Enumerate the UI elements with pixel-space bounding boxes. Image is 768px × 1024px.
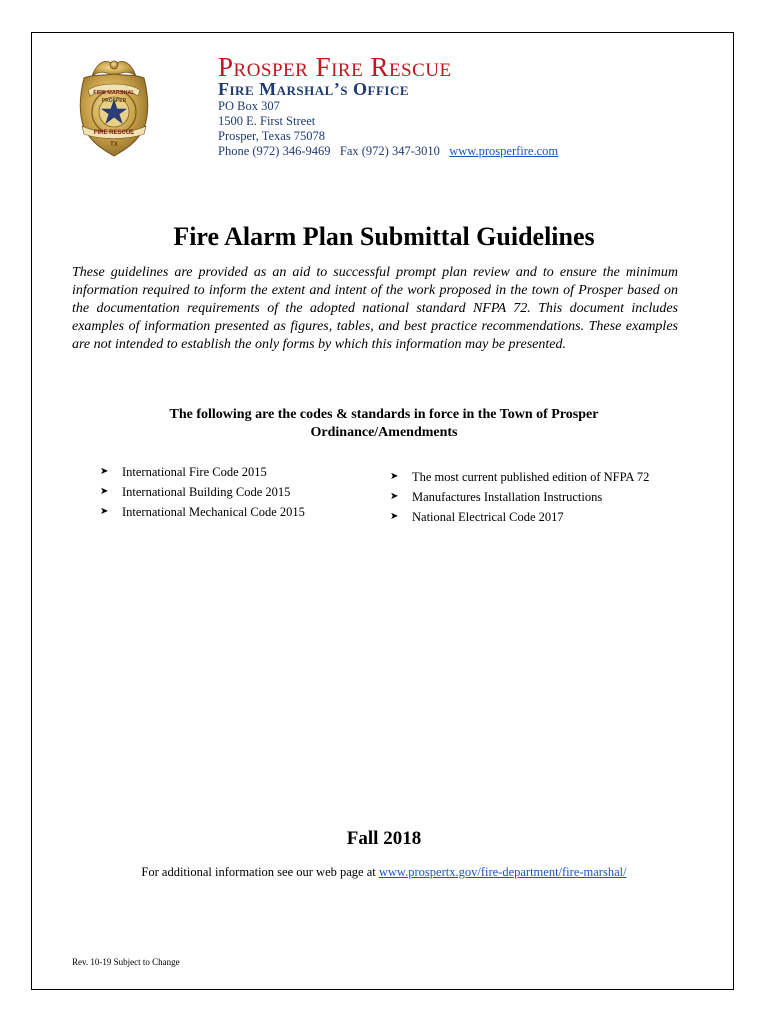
codes-heading [0, 406, 768, 442]
list-item [390, 487, 649, 507]
fax-number: Fax (972) 347-3010 [339, 144, 440, 158]
badge-city-text: PROSPER [101, 98, 127, 104]
arrow-bullet-icon: ➤ [390, 511, 399, 522]
codes-list-left [100, 462, 305, 522]
codes-list-right [390, 467, 649, 527]
fire-marshal-badge-icon [74, 54, 154, 158]
address-line-city: Prosper, Texas 75078 [218, 129, 326, 143]
code-label: National Electrical Code 2017 [412, 510, 564, 524]
arrow-bullet-icon: ➤ [100, 486, 109, 497]
address-line-street: 1500 E. First Street [218, 114, 316, 128]
phone-number: Phone (972) 346-9469 [218, 144, 331, 158]
footer-text: For additional information see our web page at [141, 865, 376, 879]
contact-line [218, 144, 558, 159]
code-label: The most current published edition of NFPA 72 [412, 470, 650, 484]
code-label: International Building Code 2015 [122, 485, 291, 499]
website-link[interactable]: www.prosperfire.com [449, 144, 559, 158]
edition-label: Fall 2018 [346, 828, 422, 849]
code-label: International Mechanical Code 2015 [122, 505, 305, 519]
codes-heading-line-1: The following are the codes & standards in force in the Town of Prosper [169, 407, 599, 422]
badge-state-text: TX [110, 142, 118, 148]
code-label: Manufactures Installation Instructions [412, 490, 603, 504]
page-title: Fire Alarm Plan Submittal Guidelines [173, 222, 595, 251]
fire-marshal-web-link[interactable]: www.prospertx.gov/fire-department/fire-marshal/ [378, 865, 627, 879]
org-name: Prosper Fire Rescue [218, 52, 452, 82]
list-item [390, 507, 649, 527]
badge-ribbon-text: FIRE RESCUE [93, 130, 135, 136]
revision-note: Rev. 10-19 Subject to Change [72, 957, 180, 967]
list-item [100, 482, 305, 502]
arrow-bullet-icon: ➤ [100, 506, 109, 517]
intro-paragraph: These guidelines are provided as an aid to successful prompt plan review and to ensure the minimum information required to inform the extent and intent of the work proposed in the town of Prosper based on the documentation requirements of the adopted national standard NFPA 72. This document includes examples of information presented as figures, tables, and best practice recommendations. These examples are not intended to establish the only forms by which this information may be presented. [72, 265, 678, 352]
badge-top-text: FIRE MARSHAL [93, 90, 135, 96]
list-item [100, 502, 305, 522]
address-line-po-box: PO Box 307 [218, 99, 280, 113]
arrow-bullet-icon: ➤ [100, 466, 109, 477]
arrow-bullet-icon: ➤ [390, 491, 399, 502]
codes-heading-line-2: Ordinance/Amendments [310, 425, 458, 440]
list-item [390, 467, 649, 487]
arrow-bullet-icon: ➤ [390, 471, 399, 482]
list-item [100, 462, 305, 482]
footer-info [0, 865, 768, 880]
office-name: Fire Marshal’s Office [218, 79, 410, 99]
address-block [218, 99, 558, 159]
code-label: International Fire Code 2015 [122, 465, 267, 479]
